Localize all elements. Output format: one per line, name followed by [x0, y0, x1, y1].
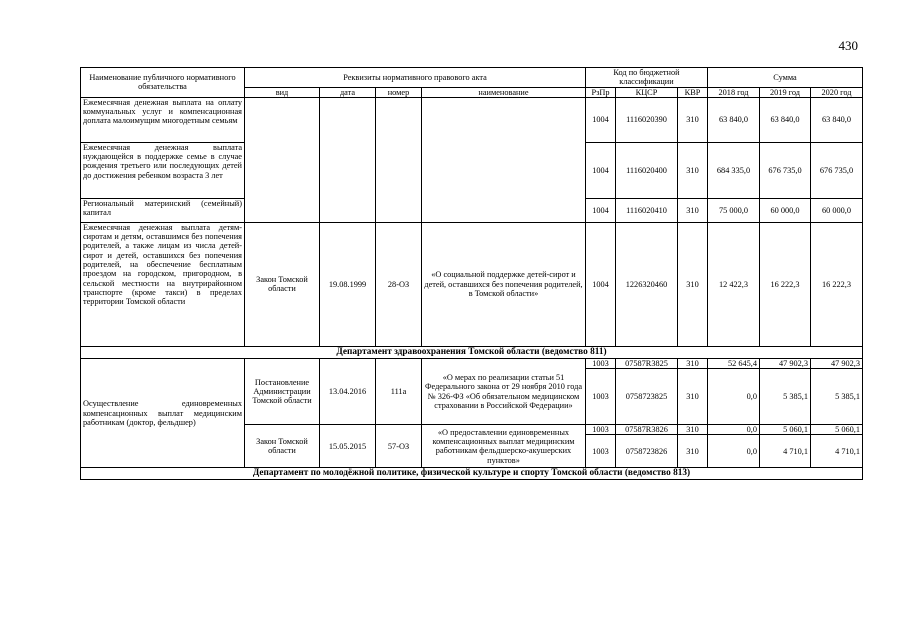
header-budget-code: Код по бюджетной классификации — [586, 68, 708, 88]
header-name: наименование — [422, 87, 586, 97]
kvr-cell: 310 — [678, 142, 708, 198]
header-kvr: КВР — [678, 87, 708, 97]
sum-2020-cell: 4 710,1 — [811, 435, 863, 468]
kcsr-cell: 0758723826 — [616, 435, 678, 468]
sum-2020-cell: 16 222,3 — [811, 222, 863, 346]
obligation-cell: Ежемесячная денежная выплата детям-сиротам и детям, оставшимся без попечения родителей, а также лицам из числа детей-сирот и детей, оставшихся без попечения родителей, на обеспечение бесплатным проездом на городском, пригородном, в сельской местности на внутрирайонном транспорте (кроме такси) в пределах территории Томской области — [81, 222, 245, 346]
kvr-cell: 310 — [678, 358, 708, 368]
header-row — [81, 68, 863, 88]
header-vid: вид — [245, 87, 320, 97]
rzpr-cell: 1003 — [586, 425, 616, 435]
sum-2019-cell: 4 710,1 — [760, 435, 811, 468]
header-sum: Сумма — [708, 68, 863, 88]
sum-2019-cell: 47 902,3 — [760, 358, 811, 368]
department-813-title: Департамент по молодёжной политике, физической культуре и спорту Томской области (ведомство 813) — [81, 468, 863, 480]
department-811-title: Департамент здравоохранения Томской области (ведомство 811) — [81, 346, 863, 358]
department-row — [81, 346, 863, 358]
sum-2019-cell: 5 060,1 — [760, 425, 811, 435]
rzpr-cell: 1003 — [586, 435, 616, 468]
sum-2018-cell: 52 645,4 — [708, 358, 760, 368]
sum-2019-cell: 676 735,0 — [760, 142, 811, 198]
table-row — [81, 358, 863, 368]
kcsr-cell: 1226320460 — [616, 222, 678, 346]
kcsr-cell: 1116020410 — [616, 198, 678, 222]
act-name-cell: «О мерах по реализации статьи 51 Федерального закона от 29 ноября 2010 года № 326-ФЗ «Об обязательном медицинском страховании в Российской Федерации» — [422, 358, 586, 424]
act-vid-cell: Постановление Администрации Томской области — [245, 358, 320, 424]
header-date: дата — [320, 87, 376, 97]
act-vid-cell: Закон Томской области — [245, 425, 320, 468]
rzpr-cell: 1004 — [586, 97, 616, 142]
act-date-cell: 13.04.2016 — [320, 358, 376, 424]
table-row — [81, 222, 863, 346]
act-name-cell: «О предоставлении единовременных компенсационных выплат медицинским работникам фельдшерско-акушерских пунктов» — [422, 425, 586, 468]
act-name-cell: «О социальной поддержке детей-сирот и детей, оставшихся без попечения родителей, в Томской области» — [422, 222, 586, 346]
rzpr-cell: 1003 — [586, 369, 616, 425]
kcsr-cell: 07587R3825 — [616, 358, 678, 368]
header-kcsr: КЦСР — [616, 87, 678, 97]
act-vid-cell: Закон Томской области — [245, 222, 320, 346]
obligation-cell: Ежемесячная денежная выплата на оплату коммунальных услуг и компенсационная доплата малоимущим многодетным семьям — [81, 97, 245, 142]
kcsr-cell: 1116020400 — [616, 142, 678, 198]
header-2020: 2020 год — [811, 87, 863, 97]
budget-table — [80, 67, 863, 480]
act-number-cell: 57-ОЗ — [376, 425, 422, 468]
rzpr-cell: 1003 — [586, 358, 616, 368]
sum-2018-cell: 0,0 — [708, 425, 760, 435]
sum-2020-cell: 63 840,0 — [811, 97, 863, 142]
kvr-cell: 310 — [678, 369, 708, 425]
header-2018: 2018 год — [708, 87, 760, 97]
kvr-cell: 310 — [678, 222, 708, 346]
sum-2020-cell: 676 735,0 — [811, 142, 863, 198]
sum-2018-cell: 684 335,0 — [708, 142, 760, 198]
act-name-cell-empty — [422, 97, 586, 222]
obligation-cell: Региональный материнский (семейный) капитал — [81, 198, 245, 222]
rzpr-cell: 1004 — [586, 222, 616, 346]
obligation-cell: Осуществление единовременных компенсационных выплат медицинским работникам (доктор, фельдшер) — [81, 358, 245, 468]
header-act: Реквизиты нормативного правового акта — [245, 68, 586, 88]
page-number: 430 — [838, 38, 858, 53]
rzpr-cell: 1004 — [586, 142, 616, 198]
kvr-cell: 310 — [678, 198, 708, 222]
sum-2020-cell: 60 000,0 — [811, 198, 863, 222]
sum-2018-cell: 12 422,3 — [708, 222, 760, 346]
kcsr-cell: 0758723825 — [616, 369, 678, 425]
sum-2018-cell: 0,0 — [708, 435, 760, 468]
sum-2020-cell: 5 060,1 — [811, 425, 863, 435]
table-row — [81, 97, 863, 142]
sum-2020-cell: 5 385,1 — [811, 369, 863, 425]
sum-2018-cell: 75 000,0 — [708, 198, 760, 222]
header-2019: 2019 год — [760, 87, 811, 97]
kvr-cell: 310 — [678, 97, 708, 142]
act-number-cell-empty — [376, 97, 422, 222]
act-date-cell: 15.05.2015 — [320, 425, 376, 468]
kcsr-cell: 1116020390 — [616, 97, 678, 142]
rzpr-cell: 1004 — [586, 198, 616, 222]
sum-2019-cell: 60 000,0 — [760, 198, 811, 222]
act-date-cell: 19.08.1999 — [320, 222, 376, 346]
sum-2020-cell: 47 902,3 — [811, 358, 863, 368]
sum-2019-cell: 16 222,3 — [760, 222, 811, 346]
header-obligation: Наименование публичного нормативного обязательства — [81, 68, 245, 98]
kvr-cell: 310 — [678, 435, 708, 468]
act-number-cell: 28-ОЗ — [376, 222, 422, 346]
act-vid-cell-empty — [245, 97, 320, 222]
kvr-cell: 310 — [678, 425, 708, 435]
sum-2018-cell: 63 840,0 — [708, 97, 760, 142]
obligation-cell: Ежемесячная денежная выплата нуждающейся в поддержке семье в случае рождения третьего или последующих детей до достижения ребенком возраста 3 лет — [81, 142, 245, 198]
act-date-cell-empty — [320, 97, 376, 222]
kcsr-cell: 07587R3826 — [616, 425, 678, 435]
department-row — [81, 468, 863, 480]
sum-2019-cell: 5 385,1 — [760, 369, 811, 425]
header-number: номер — [376, 87, 422, 97]
sum-2018-cell: 0,0 — [708, 369, 760, 425]
act-number-cell: 111а — [376, 358, 422, 424]
sum-2019-cell: 63 840,0 — [760, 97, 811, 142]
header-rzpr: РзПр — [586, 87, 616, 97]
